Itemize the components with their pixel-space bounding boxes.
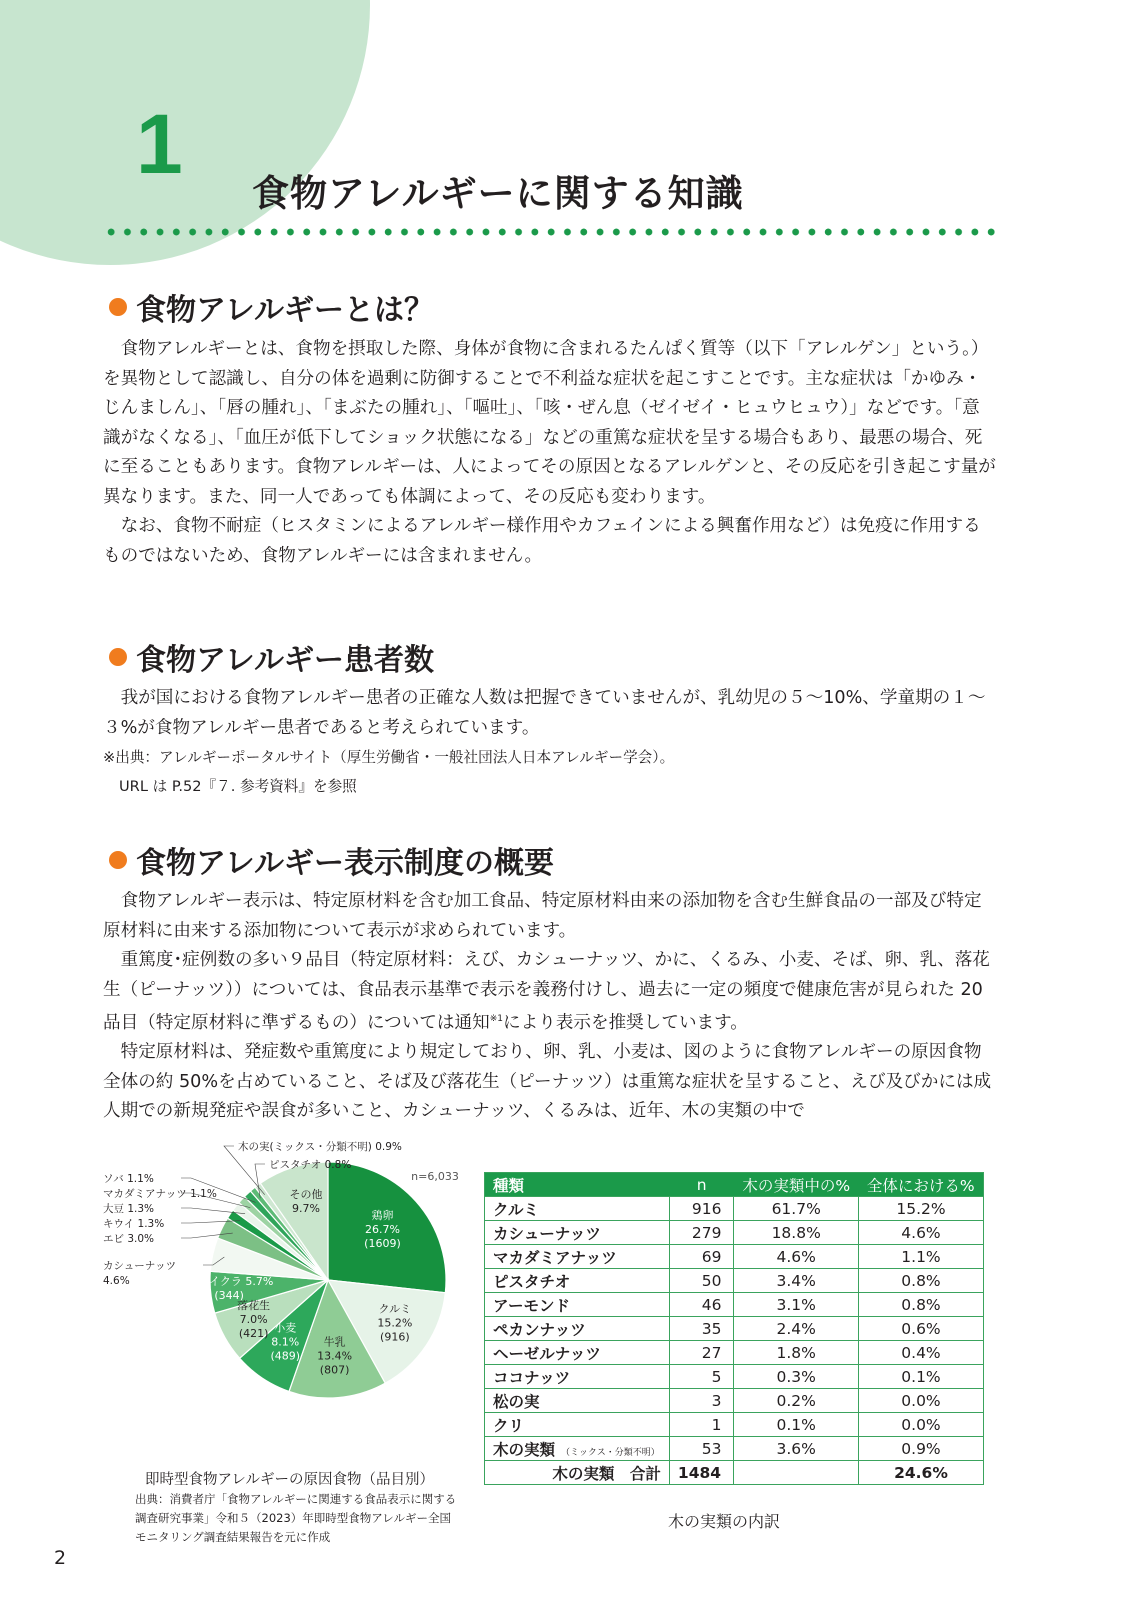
table-cell: 3 (669, 1389, 734, 1413)
table-cell: クルミ (485, 1197, 670, 1221)
table-cell: 18.8% (734, 1221, 859, 1245)
dotted-divider (103, 227, 998, 237)
slice-count-5: (344) (214, 1289, 244, 1303)
table-total-row (485, 1461, 984, 1485)
section-heading: 食物アレルギー患者数 (109, 635, 434, 679)
total-empty (734, 1461, 859, 1485)
chart-source: 出典：消費者庁「食物アレルギーに関連する食品表示に関する調査研究事業」令和５（2023）年即時型食物アレルギー全国モニタリング調査結果報告を元に作成 (135, 1492, 457, 1544)
table-cell: 0.0% (858, 1389, 983, 1413)
slice-pct-0: 26.7% (364, 1223, 400, 1237)
table-row (485, 1413, 984, 1437)
table-cell: 2.4% (734, 1317, 859, 1341)
n-label: n=6,033 (411, 1170, 459, 1183)
column-header: 全体における% (858, 1173, 983, 1197)
footnote-mark: ※1 (489, 1014, 503, 1024)
table-cell: 0.1% (858, 1365, 983, 1389)
slice-count-4: (421) (238, 1327, 269, 1341)
outside-label-3: マカダミアナッツ 1.1% (103, 1188, 217, 1200)
table-cell: 35 (669, 1317, 734, 1341)
table-row (485, 1317, 984, 1341)
nut-breakdown-table (484, 1172, 984, 1485)
orange-bullet-icon (109, 298, 127, 316)
table-cell: 69 (669, 1245, 734, 1269)
table-row (485, 1221, 984, 1245)
table-cell: 3.1% (734, 1293, 859, 1317)
table-cell: 5 (669, 1365, 734, 1389)
slice-name-4: 落花生 (237, 1299, 271, 1313)
slice-name-1: クルミ (378, 1302, 412, 1316)
table-cell: 27 (669, 1341, 734, 1365)
slice-pct-2: 13.4% (317, 1349, 353, 1363)
section-body: 食物アレルギーとは、食物を摂取した際、身体が食物に含まれるたんぱく質等（以下「アレルゲン」という。）を異物として認識し、自分の体を過剰に防御することで不利益な症状を起こすことです。主な症状は「かゆみ・じんましん」、「唇の腫れ」、「まぶたの腫れ」、「嘔吐」、「咳・ぜん息（ゼイゼイ・ヒュウヒュウ）」などです。「意識がなくなる」、「血圧が低下してショック状態になる」などの重篤な症状を呈する場合もあり、最悪の場合、死に至ることもあります。食物アレルギーは、人によってその原因となるアレルゲンと、その反応を引き起こす量が異なります。また、同一人であっても体調によって、その反応も変わります。 なお、食物不耐症（ヒスタミンによるアレルギー様作用やカフェインによる興奮作用など）は免疫に作用するものではないため、食物アレルギーには含まれません。 (103, 339, 996, 566)
table-cell (485, 1437, 670, 1461)
table-header-row (485, 1173, 984, 1197)
outside-label-5: キウイ 1.3% (103, 1218, 165, 1230)
section-body: 我が国における食物アレルギー患者の正確な人数は把握できていませんが、乳幼児の５～10%、学童期の１～３%が食物アレルギー患者であると考えられています。 (103, 688, 986, 738)
total-label: 木の実類 合計 (485, 1461, 670, 1485)
table-row (485, 1245, 984, 1269)
table-cell: 3.6% (734, 1437, 859, 1461)
section-heading: 食物アレルギーとは？ (109, 285, 434, 329)
row-note: （ミックス・分類不明） (561, 1447, 660, 1458)
table-cell: アーモンド (485, 1293, 670, 1317)
table-cell: 1.8% (734, 1341, 859, 1365)
chart-caption: 即時型食物アレルギーの原因食物（品目別） (145, 1472, 435, 1488)
table-cell: 916 (669, 1197, 734, 1221)
outside-label-1: ピスタチオ 0.8% (269, 1159, 352, 1171)
pie-chart-svg (103, 1141, 468, 1460)
table-cell: マカダミアナッツ (485, 1245, 670, 1269)
slice-pct-3: 8.1% (271, 1335, 300, 1349)
slice-name-2: 牛乳 (323, 1335, 346, 1349)
total-pct: 24.6% (858, 1461, 983, 1485)
table-cell: 0.8% (858, 1269, 983, 1293)
slice-name-0: 鶏卵 (371, 1209, 394, 1223)
table-cell: ヘーゼルナッツ (485, 1341, 670, 1365)
table-cell: 0.8% (858, 1293, 983, 1317)
table-cell: 3.4% (734, 1269, 859, 1293)
table-cell: 1.1% (858, 1245, 983, 1269)
page-number: 2 (54, 1547, 67, 1569)
table-cell: ココナッツ (485, 1365, 670, 1389)
table-row (485, 1341, 984, 1365)
column-header: 種類 (485, 1173, 670, 1197)
outside-label-4: 大豆 1.3% (103, 1203, 155, 1215)
outside-label-0: 木の実(ミックス・分類不明) 0.9% (238, 1141, 402, 1153)
slice-label-5: イクラ 5.7% (209, 1275, 274, 1289)
total-n: 1484 (669, 1461, 734, 1485)
table-cell: 0.3% (734, 1365, 859, 1389)
decorative-circle (0, 0, 370, 265)
outside-label-7: カシューナッツ (103, 1260, 177, 1272)
table-row (485, 1293, 984, 1317)
table-cell: 1 (669, 1413, 734, 1437)
table-row (485, 1389, 984, 1413)
table-cell: 松の実 (485, 1389, 670, 1413)
table-row (485, 1197, 984, 1221)
table-cell: 0.0% (858, 1413, 983, 1437)
orange-bullet-icon (109, 648, 127, 666)
table-cell: カシューナッツ (485, 1221, 670, 1245)
outside-label-6: エビ 3.0% (103, 1233, 155, 1245)
table-cell: ペカンナッツ (485, 1317, 670, 1341)
table-row (485, 1437, 984, 1461)
table-cell: 50 (669, 1269, 734, 1293)
table-cell: 0.2% (734, 1389, 859, 1413)
column-header: 木の実類中の% (734, 1173, 859, 1197)
table-cell: ピスタチオ (485, 1269, 670, 1293)
table-cell: 0.1% (734, 1413, 859, 1437)
row-label: 木の実類 (493, 1440, 556, 1459)
section-body: 食物アレルギー表示は、特定原材料を含む加工食品、特定原材料由来の添加物を含む生鮮食品の一部及び特定原材料に由来する添加物について表示が求められています。 重篤度･症例数の多い９品目（特定原材料：えび、カシューナッツ、かに、くるみ、小麦、そば、卵、乳、落花生（ピーナッツ））については、食品表示基準で表示を義務付けし、過去に一定の頻度で健康危害が見られた 20 品目（特定原材料に準ずるもの）については通知$^{※1}$により表示を推奨しています。 特定原材料は、発症数や重篤度により規定しており、卵、乳、小麦は、図のように食物アレルギーの原因食物全体の約 50%を占めていること、そば及び落花生（ピーナッツ）は重篤な症状を呈すること、えび及びかには成人期での新規発症や誤食が多いこと、カシューナッツ、くるみは、近年、木の実類の中で (103, 887, 996, 1127)
outside-label-2: ソバ 1.1% (103, 1173, 154, 1185)
table-cell: 15.2% (858, 1197, 983, 1221)
table-row (485, 1269, 984, 1293)
table-cell: 61.7% (734, 1197, 859, 1221)
slice-pct-14: 9.7% (292, 1202, 321, 1216)
outside-label-8: 4.6% (103, 1275, 130, 1287)
slice-count-1: (916) (380, 1330, 410, 1344)
column-header: n (669, 1173, 734, 1197)
chapter-number: 1 (136, 97, 183, 191)
table-cell: 4.6% (858, 1221, 983, 1245)
table-cell: 4.6% (734, 1245, 859, 1269)
slice-name-3: 小麦 (274, 1321, 297, 1335)
table-cell: 0.9% (858, 1437, 983, 1461)
table-row (485, 1365, 984, 1389)
table-cell: 46 (669, 1293, 734, 1317)
table-cell: 0.6% (858, 1317, 983, 1341)
table-cell: 279 (669, 1221, 734, 1245)
table-caption: 木の実類の内訳 (668, 1512, 781, 1531)
table-cell: クリ (485, 1413, 670, 1437)
slice-pct-1: 15.2% (377, 1316, 413, 1330)
slice-name-14: その他 (289, 1188, 323, 1202)
slice-pct-4: 7.0% (239, 1313, 268, 1327)
table-cell: 53 (669, 1437, 734, 1461)
orange-bullet-icon (109, 851, 127, 869)
chapter-title: 食物アレルギーに関する知識 (252, 172, 744, 215)
table-cell: 0.4% (858, 1341, 983, 1365)
section-heading: 食物アレルギー表示制度の概要 (109, 838, 554, 882)
source-note: ※出典：アレルギーポータルサイト（厚生労働省・一般社団法人日本アレルギー学会）。 URL は P.52『７. 参考資料』を参照 (103, 749, 675, 795)
paragraph-with-footnote: 重篤度･症例数の多い９品目（特定原材料：えび、カシューナッツ、かに、くるみ、小麦、そば、卵、乳、落花生（ピーナッツ））については、食品表示基準で表示を義務付けし、過去に一定の頻度で健康危害が見られた 20 品目（特定原材料に準ずるもの）については通知$^{※1}$により表示を推奨しています。 (103, 950, 990, 1033)
slice-count-2: (807) (319, 1363, 350, 1377)
slice-count-3: (489) (270, 1349, 301, 1363)
slice-count-0: (1609) (364, 1237, 401, 1251)
